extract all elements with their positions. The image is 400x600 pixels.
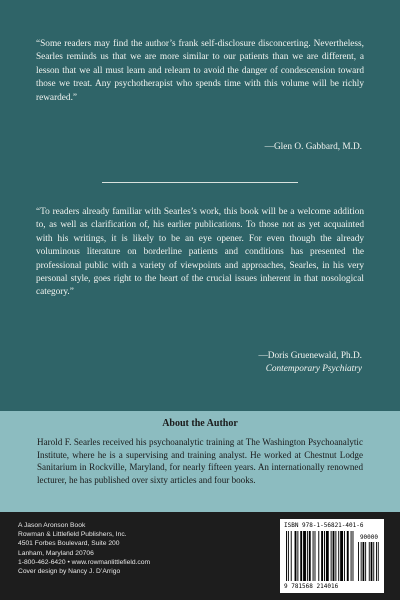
publisher-contact: 1-800-462-6420 • www.rowmanlittlefield.com [18, 558, 151, 566]
about-author-panel [0, 411, 400, 512]
publisher-panel [0, 512, 400, 600]
endorsement-attribution-2 [258, 350, 362, 377]
publisher-name: Rowman & Littlefield Publishers, Inc. [18, 531, 127, 539]
cover-design-credit: Cover design by Nancy J. D’Arrigo [18, 568, 121, 576]
attribution-source: Contemporary Psychiatry [265, 364, 362, 375]
endorsement-quote-1: “Some readers may find the author’s frank self-disclosure disconcerting. Nevertheless, Searles reminds us that we are more similar to our patients than we are different, a lesson that we all must learn and relearn to avoid the danger of condescension toward those we treat. Any psychotherapist who spends time with this volume will be richly rewarded.” [36, 39, 364, 103]
endorsement-attribution-1: —Glen O. Gabbard, M.D. [264, 142, 362, 152]
publisher-city: Lanham, Maryland 20706 [18, 549, 94, 557]
barcode-icon [284, 531, 380, 583]
publisher-info [18, 521, 150, 576]
publisher-address: 4501 Forbes Boulevard, Suite 200 [18, 540, 120, 548]
price-code: 90000 [359, 534, 378, 541]
quote-divider [102, 182, 298, 183]
about-author-text: Harold F. Searles received his psychoanalytic training at The Washington Psychoanalytic Institute, where he is a supervising and training analyst. He worked at Chestnut Lodge Sanitarium in Rockville, Maryland, for nearly fifteen years. An internationally renowned lecturer, he has published over sixty articles and four books. [37, 437, 363, 485]
barcode-block [280, 519, 384, 593]
publisher-imprint: A Jason Aronson Book [18, 522, 86, 529]
about-author-heading: About the Author [162, 418, 238, 429]
barcode-number: 9 781568 214016 [284, 583, 339, 590]
endorsement-quote-2: “To readers already familiar with Searles’s work, this book will be a welcome addition to, as well as clarification of, his earlier publications. To those not as yet acquainted with his writings, it is likely to be an eye opener. For even though the already voluminous literature on borderline patients and conditions has presented the professional public with a variety of viewpoints and approaches, Searles, in his very personal style, goes right to the heart of the crucial issues inherent in that nosological category.” [36, 207, 364, 298]
isbn-label: ISBN 978-1-56821-401-6 [284, 522, 364, 529]
attribution-name: —Doris Gruenewald, Ph.D. [258, 351, 362, 361]
